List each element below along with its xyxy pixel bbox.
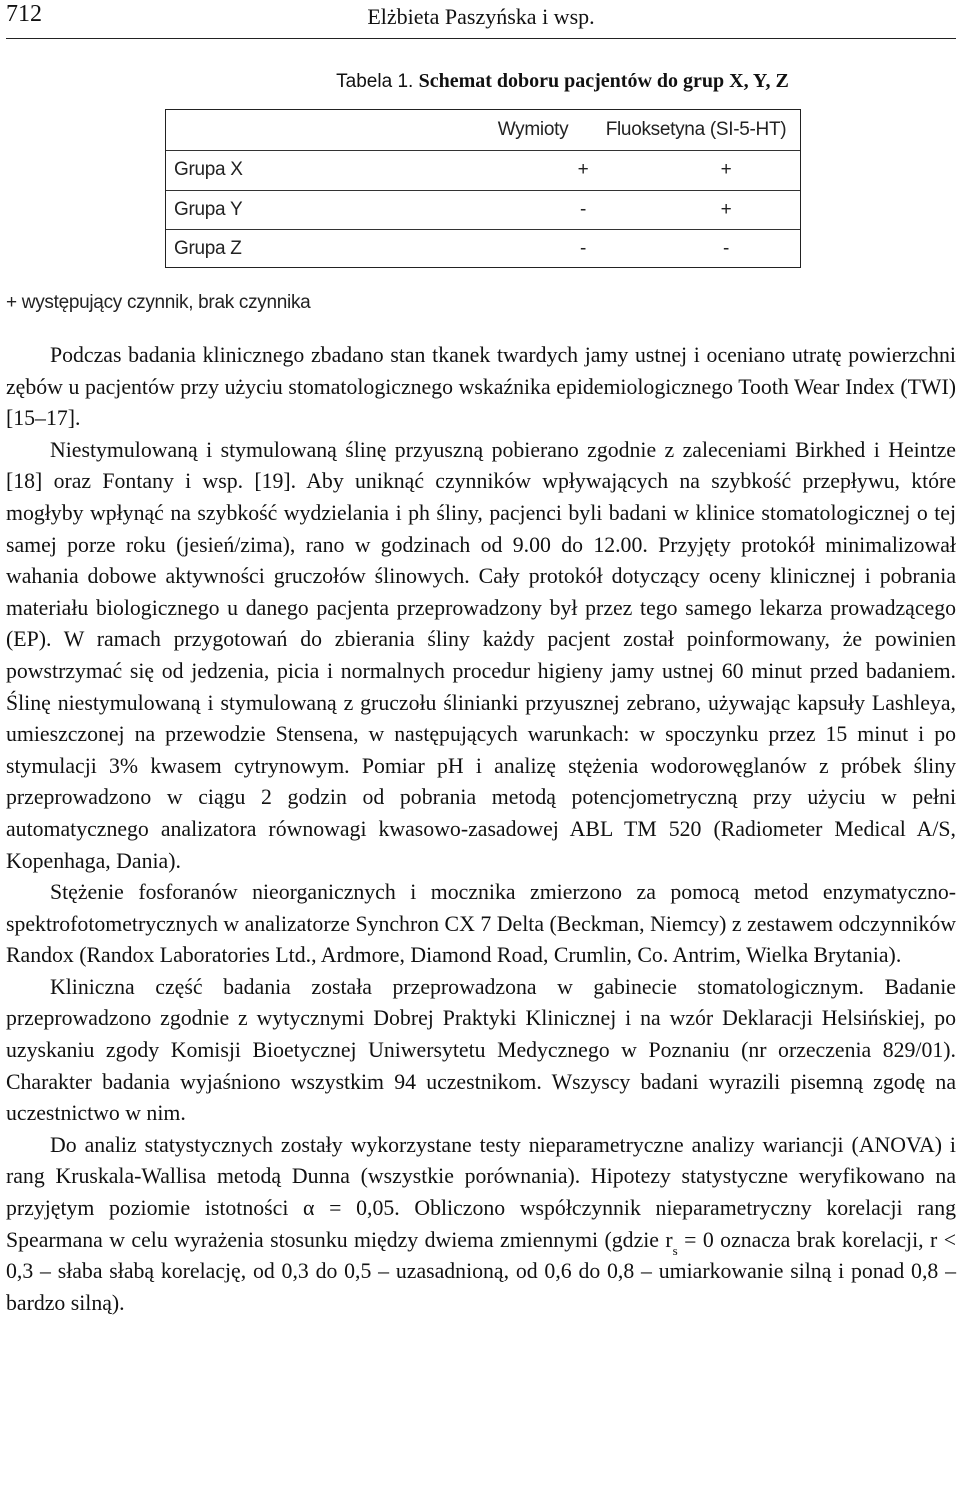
column-header-wymioty: Wymioty bbox=[497, 119, 569, 140]
paragraph: Stężenie fosforanów nieorganicznych i mocznika zmierzono za pomocą metod enzymatyczno-spektrofotometrycznych w analizatorze Synchron CX 7 Delta (Beckman, Niemcy) z zestawem odczynników Randox (Randox Laboratories Ltd., Ardmore, Diamond Road, Crumlin, Co. Antrim, Wielka Brytania). bbox=[6, 880, 956, 968]
row-label: Grupa Y bbox=[174, 199, 243, 220]
table-cell: + bbox=[720, 199, 732, 220]
table-legend: + występujący czynnik, brak czynnika bbox=[6, 292, 311, 313]
row-label: Grupa Z bbox=[174, 238, 242, 259]
table-cell: - bbox=[722, 238, 730, 259]
running-header bbox=[6, 0, 956, 40]
paragraph: Niestymulowaną i stymulowaną ślinę przyuszną pobierano zgodnie z zaleceniami Birkhed i Heintze [18] oraz Fontany i wsp. [19]. Aby uniknąć czynników wpływających na szybkość przepływu, które mogłyby wpłynąć na szybkość wydzielania i ph śliny, pacjenci byli badani w klinice stomatologicznej o tej samej porze roku (jesień/zima), rano w godzinach od 9.00 do 12.00. Przyjęty protokół minimalizował wahania dobowe aktywności gruczołów ślinowych. Cały protokół dotyczący oceny klinicznej i pobrania materiału biologicznego u danego pacjenta przeprowadzony był przez tego samego lekarza prowadzącego (EP). W ramach przygotowań do zbierania śliny każdy pacjent został poinformowany, że powinien powstrzymać się od jedzenia, picia i normalnych procedur higieny jamy ustnej 60 minut przed badaniem. Ślinę niestymulowaną i stymulowaną z gruczołu ślinianki przyusznej zebrano, używając kapsuły Lashleya, umieszczonej na przewodzie Stensena, w następujących warunkach: w spoczynku przez 15 minut i po stymulacji 3% kwasem cytrynowym. Pomiar pH i analizę stężenia wodorowęglanów z próbek śliny przeprowadzono w ciągu 2 godzin od pobrania metodą potencjometryczną przy użyciu w pełni automatycznego analizatora równowagi kwasowo-zasadowej ABL TM 520 (Radiometer Medical A/S, Kopenhaga, Dania). bbox=[6, 437, 956, 873]
table-caption bbox=[165, 70, 960, 93]
paragraph-text: = 0 oznacza brak korelacji, r < 0,3 – słaba słabą korelację, od 0,3 do 0,5 – uzasadnioną, od 0,6 do 0,8 – umiarkowanie silną i ponad 0,8 – bardzo silną). bbox=[6, 1227, 956, 1315]
body-text bbox=[6, 340, 956, 1319]
page-number: 712 bbox=[6, 1, 42, 27]
table-cell: + bbox=[720, 159, 732, 180]
table-title: Schemat doboru pacjentów do grup X, Y, Z bbox=[418, 70, 789, 92]
paragraph: Kliniczna część badania została przeprowadzona w gabinecie stomatologicznym. Badanie przeprowadzono zgodnie z wytycznymi Dobrej Praktyki Klinicznej i na wzór Deklaracji Helsińskiej, po uzyskaniu zgody Komisji Bioetycznej Uniwersytetu Medycznego w Poznaniu (nr orzeczenia 829/01). Charakter badania wyjaśniono wszystkim 94 uczestnikom. Wszyscy badani wyrazili pisemną zgodę na uczestnictwo w nim. bbox=[6, 974, 956, 1126]
paragraph-text: Do analiz statystycznych zostały wykorzystane testy nieparametryczne analizy wariancji (ANOVA) i rang Kruskala-Wallisa metodą Dunna (wszystkie porównania). Hipotezy statystyczne weryfikowano na przyjętym poziomie istotności α = 0,05. Obliczono współczynnik nieparametryczny korelacji rang Spearmana w celu wyrażenia stosunku między dwiema zmiennymi (gdzie r bbox=[6, 1132, 956, 1252]
header-rule bbox=[6, 38, 956, 39]
table-label: Tabela 1. bbox=[336, 71, 414, 92]
paragraph: Podczas badania klinicznego zbadano stan tkanek twardych jamy ustnej i oceniano utratę powierzchni zębów u pacjentów przy użyciu stomatologicznego wskaźnika epidemiologicznego Tooth Wear Index (TWI) [15–17]. bbox=[6, 343, 956, 431]
table-cell: + bbox=[577, 159, 589, 180]
row-label: Grupa X bbox=[174, 159, 243, 180]
table-cell: - bbox=[579, 199, 587, 220]
running-header-authors: Elżbieta Paszyńska i wsp. bbox=[367, 4, 595, 29]
group-selection-table bbox=[165, 109, 801, 268]
paragraph bbox=[6, 1130, 956, 1320]
subscript: s bbox=[672, 1242, 678, 1258]
column-header-fluoksetyna: Fluoksetyna (SI-5-HT) bbox=[605, 119, 787, 140]
table-cell: - bbox=[579, 238, 587, 259]
